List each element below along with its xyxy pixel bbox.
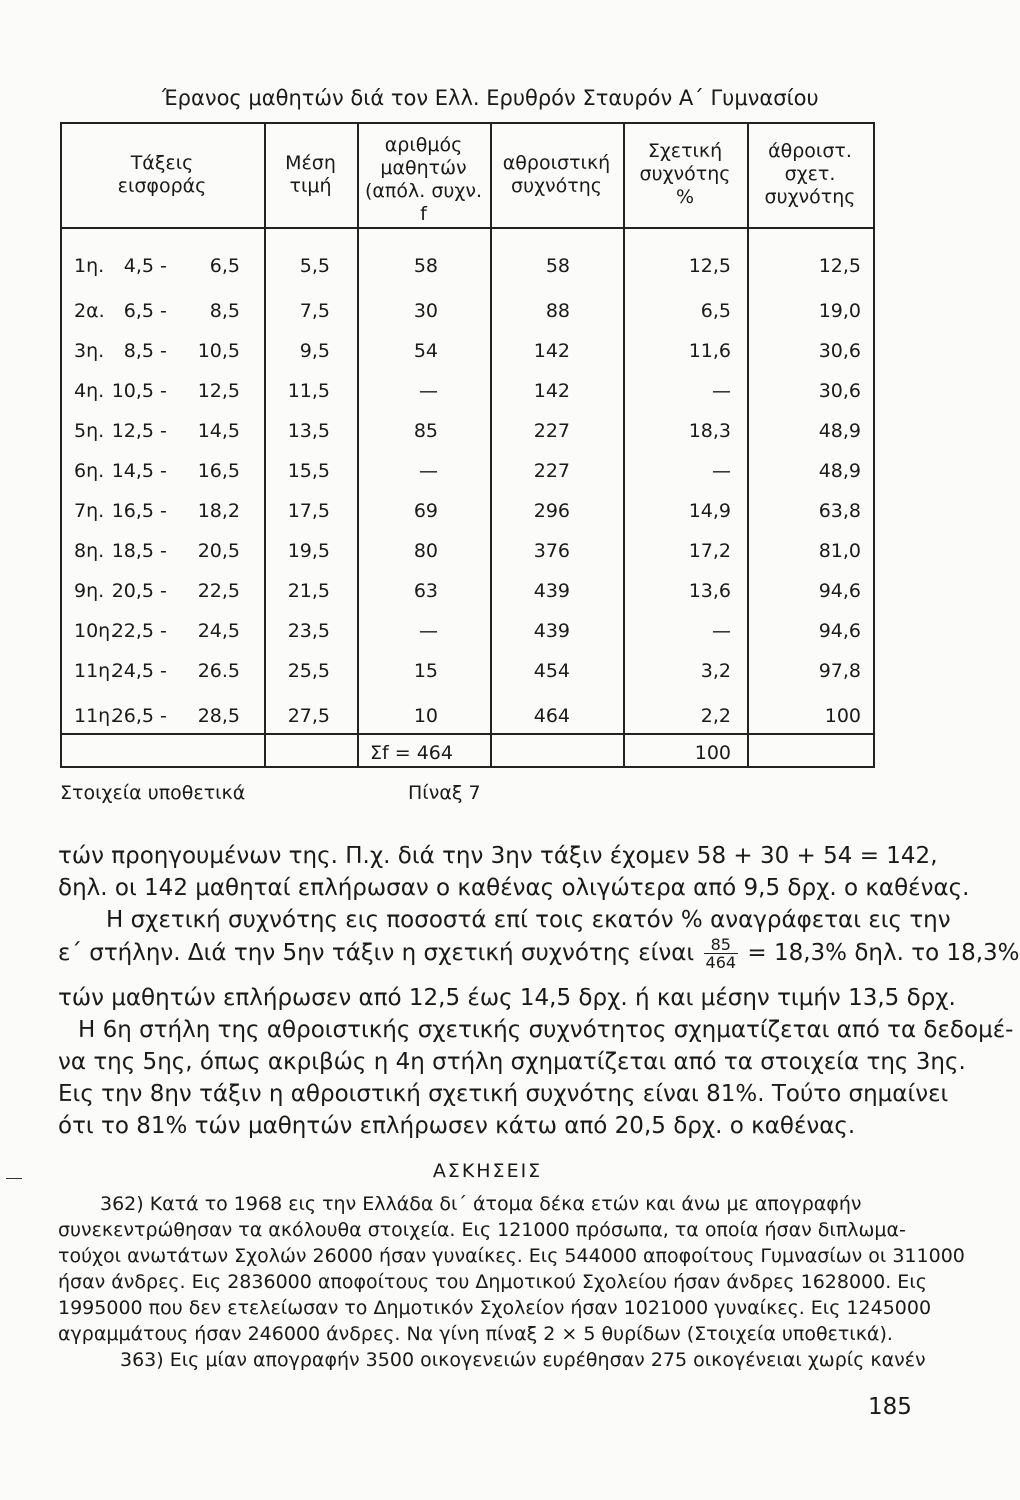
- table-bottom-rule: [60, 766, 875, 768]
- fraction: [704, 936, 739, 971]
- table-top-rule: [60, 122, 875, 124]
- row-9-class-lower: 20,5: [111, 580, 154, 602]
- row-10-class-lower: 22,5: [111, 620, 154, 642]
- row-8-range-dash: -: [160, 540, 167, 562]
- row-8-cumulative-relative: 81,0: [818, 540, 861, 562]
- row-11-cumulative-relative: 97,8: [818, 660, 861, 682]
- header-frequency: αριθμός μαθητών (απόλ. συχν. f: [365, 134, 482, 225]
- row-4-relative: —: [712, 380, 731, 402]
- row-5-class-upper: 14,5: [197, 420, 240, 442]
- row-10-cumulative-relative: 94,6: [818, 620, 861, 642]
- body-bottom-rule: [60, 733, 875, 735]
- row-8-frequency: 80: [413, 540, 438, 562]
- row-1-class-upper: 6,5: [209, 255, 240, 277]
- row-5-range-dash: -: [160, 420, 167, 442]
- exercise-line-4: ήσαν άνδρες. Εις 2836000 αποφοίτους του Δημοτικού Σχολείου ήσαν άνδρες 1628000. Εις: [58, 1271, 927, 1293]
- row-2-mean-value: 7,5: [299, 300, 330, 322]
- row-1-range-dash: -: [160, 255, 167, 277]
- row-9-relative: 13,6: [688, 580, 731, 602]
- row-5-class-number: 5η.: [74, 420, 105, 442]
- body-line-2: δηλ. οι 142 μαθηταί επλήρωσαν ο καθένας ολιγώτερα από 9,5 δρχ. ο καθένας.: [58, 875, 970, 901]
- row-7-class-number: 7η.: [74, 500, 105, 522]
- row-10-class-number: 10η.: [74, 620, 117, 642]
- row-9-mean-value: 21,5: [287, 580, 330, 602]
- row-4-class-lower: 10,5: [111, 380, 154, 402]
- header-cumulative: αθροιστική συχνότης: [502, 152, 611, 197]
- row-11-cumulative: 454: [533, 660, 570, 682]
- row-8-mean-value: 19,5: [287, 540, 330, 562]
- row-12-cumulative: 464: [533, 705, 570, 727]
- row-11-class-lower: 24,5: [111, 660, 154, 682]
- row-10-range-dash: -: [160, 620, 167, 642]
- row-10-frequency: —: [419, 620, 438, 642]
- row-11-range-dash: -: [160, 660, 167, 682]
- row-8-class-lower: 18,5: [111, 540, 154, 562]
- row-12-class-number: 11η.: [74, 705, 117, 727]
- row-6-mean-value: 15,5: [287, 460, 330, 482]
- section-title: ΑΣΚΗΣΕΙΣ: [432, 1160, 543, 1182]
- row-6-frequency: —: [419, 460, 438, 482]
- row-2-class-upper: 8,5: [209, 300, 240, 322]
- row-3-range-dash: -: [160, 340, 167, 362]
- body-line-6: Η 6η στήλη της αθροιστικής σχετικής συχνότητος σχηματίζεται από τα δεδομέ-: [78, 1017, 1014, 1043]
- row-3-cumulative: 142: [533, 340, 570, 362]
- header-classes: Τάξεις εισφοράς: [117, 152, 207, 197]
- header-rule: [60, 227, 875, 229]
- exercise-line-7: 363) Εις μίαν απογραφήν 3500 οικογενειών ευρέθησαν 275 οικογένειαι χωρίς κανέν: [120, 1349, 926, 1371]
- row-1-mean-value: 5,5: [299, 255, 330, 277]
- row-11-relative: 3,2: [700, 660, 731, 682]
- row-3-class-lower: 8,5: [123, 340, 154, 362]
- row-4-mean-value: 11,5: [287, 380, 330, 402]
- row-6-relative: —: [712, 460, 731, 482]
- total-frequency: Σf = 464: [370, 742, 453, 764]
- row-12-relative: 2,2: [700, 705, 731, 727]
- body-line-4-end: = 18,3% δηλ. το 18,3%: [747, 940, 1020, 966]
- exercise-line-6: αγραμμάτους ήσαν 246000 άνδρες. Να γίνη πίναξ 2 × 5 θυρίδων (Στοιχεία υποθετικά).: [58, 1323, 893, 1345]
- row-7-class-lower: 16,5: [111, 500, 154, 522]
- row-4-frequency: —: [419, 380, 438, 402]
- header-relative: Σχετική συχνότης %: [639, 140, 731, 208]
- row-1-class-lower: 4,5: [123, 255, 154, 277]
- row-5-frequency: 85: [413, 420, 438, 442]
- table-caption: Έρανος μαθητών διά τον Ελλ. Ερυθρόν Σταυρόν Α΄ Γυμνασίου: [162, 86, 819, 110]
- row-3-relative: 11,6: [688, 340, 731, 362]
- row-8-class-number: 8η.: [74, 540, 105, 562]
- body-line-7: να της 5ης, όπως ακριβώς η 4η στήλη σχηματίζεται από τα στοιχεία της 3ης.: [58, 1049, 966, 1075]
- row-7-mean-value: 17,5: [287, 500, 330, 522]
- row-11-class-upper: 26.5: [197, 660, 240, 682]
- row-1-cumulative: 58: [545, 255, 570, 277]
- row-2-range-dash: -: [160, 300, 167, 322]
- row-8-relative: 17,2: [688, 540, 731, 562]
- total-relative: 100: [694, 742, 731, 764]
- col-rule-6: [873, 122, 875, 768]
- row-8-class-upper: 20,5: [197, 540, 240, 562]
- row-4-cumulative: 142: [533, 380, 570, 402]
- body-line-3: Η σχετική συχνότης εις ποσοστά επί τοις εκατόν % αναγράφεται εις την: [106, 907, 951, 933]
- row-6-class-lower: 14,5: [111, 460, 154, 482]
- row-6-class-number: 6η.: [74, 460, 105, 482]
- col-rule-0: [60, 122, 62, 768]
- row-9-cumulative-relative: 94,6: [818, 580, 861, 602]
- row-9-cumulative: 439: [533, 580, 570, 602]
- body-line-4: [58, 935, 1020, 972]
- header-cumulative-relative: άθροιστ. σχετ. συχνότης: [764, 140, 856, 208]
- row-9-class-upper: 22,5: [197, 580, 240, 602]
- row-1-relative: 12,5: [688, 255, 731, 277]
- row-12-range-dash: -: [160, 705, 167, 727]
- row-2-frequency: 30: [413, 300, 438, 322]
- row-4-range-dash: -: [160, 380, 167, 402]
- row-3-class-upper: 10,5: [197, 340, 240, 362]
- row-5-relative: 18,3: [688, 420, 731, 442]
- body-line-5: τών μαθητών επλήρωσεν από 12,5 έως 14,5 δρχ. ή και μέσην τιμήν 13,5 δρχ.: [58, 985, 956, 1011]
- exercise-line-2: συνεκεντρώθησαν τα ακόλουθα στοιχεία. Εις 121000 πρόσωπα, τα οποία ήσαν διπλωμα-: [58, 1219, 906, 1241]
- body-line-4-start: ε΄ στήλην. Διά την 5ην τάξιν η σχετική συχνότης είναι: [58, 940, 695, 966]
- row-11-frequency: 15: [413, 660, 438, 682]
- row-1-frequency: 58: [413, 255, 438, 277]
- hypothetical-note: Στοιχεία υποθετικά: [60, 782, 246, 804]
- row-1-cumulative-relative: 12,5: [818, 255, 861, 277]
- row-1-class-number: 1η.: [74, 255, 105, 277]
- fraction-denominator: 464: [705, 953, 737, 972]
- frequency-table: [60, 122, 875, 768]
- row-7-cumulative-relative: 63,8: [818, 500, 861, 522]
- row-12-mean-value: 27,5: [287, 705, 330, 727]
- row-7-range-dash: -: [160, 500, 167, 522]
- row-2-class-lower: 6,5: [123, 300, 154, 322]
- row-9-range-dash: -: [160, 580, 167, 602]
- row-9-class-number: 9η.: [74, 580, 105, 602]
- row-7-frequency: 69: [413, 500, 438, 522]
- row-10-relative: —: [712, 620, 731, 642]
- row-12-frequency: 10: [413, 705, 438, 727]
- col-rule-3: [490, 122, 492, 768]
- row-11-mean-value: 25,5: [287, 660, 330, 682]
- row-11-class-number: 11η.: [74, 660, 117, 682]
- row-6-class-upper: 16,5: [197, 460, 240, 482]
- row-2-cumulative: 88: [545, 300, 570, 322]
- row-3-class-number: 3η.: [74, 340, 105, 362]
- row-2-cumulative-relative: 19,0: [818, 300, 861, 322]
- row-5-mean-value: 13,5: [287, 420, 330, 442]
- row-4-class-upper: 12,5: [197, 380, 240, 402]
- row-2-relative: 6,5: [700, 300, 731, 322]
- row-12-class-lower: 26,5: [111, 705, 154, 727]
- table-label: Πίναξ 7: [408, 782, 481, 804]
- row-4-class-number: 4η.: [74, 380, 105, 402]
- row-5-class-lower: 12,5: [111, 420, 154, 442]
- row-6-cumulative: 227: [533, 460, 570, 482]
- row-5-cumulative: 227: [533, 420, 570, 442]
- row-7-cumulative: 296: [533, 500, 570, 522]
- body-line-8: Εις την 8ην τάξιν η αθροιστική σχετική συχνότης είναι 81%. Τούτο σημαίνει: [58, 1081, 949, 1107]
- row-10-mean-value: 23,5: [287, 620, 330, 642]
- row-6-cumulative-relative: 48,9: [818, 460, 861, 482]
- page-number: 185: [868, 1394, 912, 1420]
- row-5-cumulative-relative: 48,9: [818, 420, 861, 442]
- row-12-class-upper: 28,5: [197, 705, 240, 727]
- fraction-numerator: 85: [704, 936, 739, 954]
- row-12-cumulative-relative: 100: [824, 705, 861, 727]
- row-10-cumulative: 439: [533, 620, 570, 642]
- body-line-9: ότι το 81% τών μαθητών επλήρωσεν κάτω από 20,5 δρχ. ο καθένας.: [58, 1113, 856, 1139]
- row-3-cumulative-relative: 30,6: [818, 340, 861, 362]
- body-line-1: τών προηγουμένων της. Π.χ. διά την 3ην τάξιν έχομεν 58 + 30 + 54 = 142,: [58, 843, 938, 869]
- row-4-cumulative-relative: 30,6: [818, 380, 861, 402]
- row-3-mean-value: 9,5: [299, 340, 330, 362]
- exercise-line-1: 362) Κατά το 1968 εις την Ελλάδα δι΄ άτομα δέκα ετών και άνω με απογραφήν: [100, 1193, 862, 1215]
- row-7-relative: 14,9: [688, 500, 731, 522]
- header-mean: Μέση τιμή: [285, 152, 336, 197]
- row-3-frequency: 54: [413, 340, 438, 362]
- row-10-class-upper: 24,5: [197, 620, 240, 642]
- exercise-line-5: 1995000 που δεν ετελείωσαν το Δημοτικόν Σχολείον ήσαν 1021000 γυναίκες. Εις 1245000: [58, 1297, 932, 1319]
- row-8-cumulative: 376: [533, 540, 570, 562]
- row-7-class-upper: 18,2: [197, 500, 240, 522]
- row-6-range-dash: -: [160, 460, 167, 482]
- row-2-class-number: 2α.: [74, 300, 105, 322]
- row-9-frequency: 63: [413, 580, 438, 602]
- exercise-line-3: τούχοι ανωτάτων Σχολών 26000 ήσαν γυναίκες. Εις 544000 αποφοίτους Γυμνασίων οι 311000: [58, 1245, 965, 1267]
